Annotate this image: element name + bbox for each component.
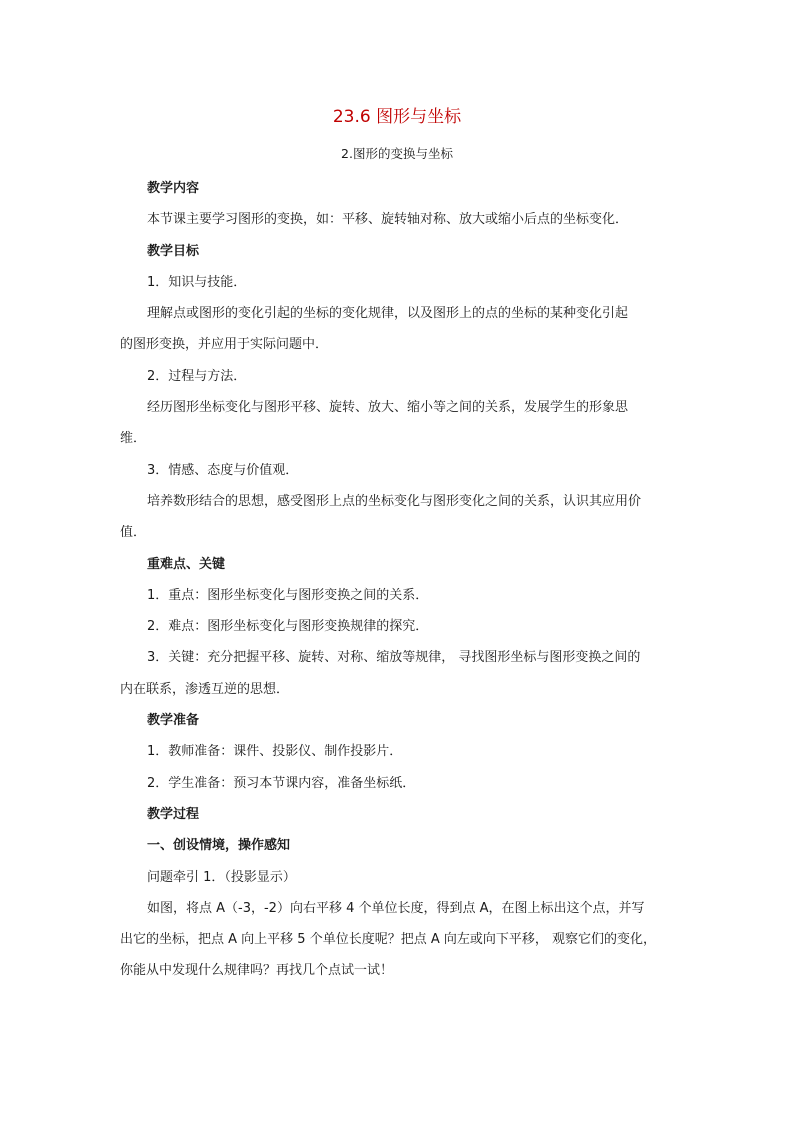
section-heading: 一、创设情境，操作感知	[147, 838, 291, 854]
paragraph-line: 1．知识与技能．	[147, 274, 247, 290]
paragraph-line: 3．关键：充分把握平移、旋转、对称、缩放等规律， 寻找图形坐标与图形变换之间的	[147, 650, 641, 666]
paragraph-line: 3．情感、态度与价值观．	[147, 462, 299, 478]
paragraph-line: 2．学生准备：预习本节课内容，准备坐标纸．	[147, 775, 416, 791]
paragraph-line: 本节课主要学习图形的变换，如：平移、旋转轴对称、放大或缩小后点的坐标变化．	[147, 212, 629, 228]
section-heading: 教学目标	[147, 243, 200, 259]
paragraph-line: 2．难点：图形坐标变化与图形变换规律的探究．	[147, 619, 429, 635]
document-subtitle: 2.图形的变换与坐标	[341, 146, 453, 161]
paragraph-line: 值．	[120, 525, 147, 541]
document-title: 23.6 图形与坐标	[332, 107, 462, 127]
section-heading: 教学过程	[147, 806, 200, 822]
paragraph-line: 如图，将点 A（-3，-2）向右平移 4 个单位长度，得到点 A，在图上标出这个点，并写	[147, 900, 645, 916]
section-heading: 教学内容	[147, 181, 200, 196]
section-heading: 重难点、关键	[147, 556, 226, 572]
paragraph-line: 2．过程与方法．	[147, 368, 247, 384]
section-heading: 教学准备	[147, 713, 200, 729]
paragraph-line: 理解点或图形的变化引起的坐标的变化规律，以及图形上的点的坐标的某种变化引起	[147, 306, 629, 322]
paragraph-line: 经历图形坐标变化与图形平移、旋转、放大、缩小等之间的关系，发展学生的形象思	[147, 400, 629, 416]
document-body	[120, 173, 680, 987]
paragraph-line: 你能从中发现什么规律吗？再找几个点试一试！	[120, 963, 394, 979]
paragraph-line: 内在联系，渗透互逆的思想．	[120, 681, 290, 697]
paragraph-line: 的图形变换，并应用于实际问题中．	[120, 337, 329, 353]
paragraph-line: 1．教师准备：课件、投影仪、制作投影片．	[147, 744, 403, 760]
paragraph-line: 出它的坐标，把点 A 向上平移 5 个单位长度呢？把点 A 向左或向下平移， 观察它们的变化，	[120, 932, 656, 948]
paragraph-line: 维．	[120, 431, 147, 447]
paragraph-line: 培养数形结合的思想，感受图形上点的坐标变化与图形变化之间的关系，认识其应用价	[147, 493, 642, 509]
paragraph-line: 问题牵引 1．（投影显示）	[147, 869, 296, 885]
paragraph-line: 1．重点：图形坐标变化与图形变换之间的关系．	[147, 587, 429, 603]
